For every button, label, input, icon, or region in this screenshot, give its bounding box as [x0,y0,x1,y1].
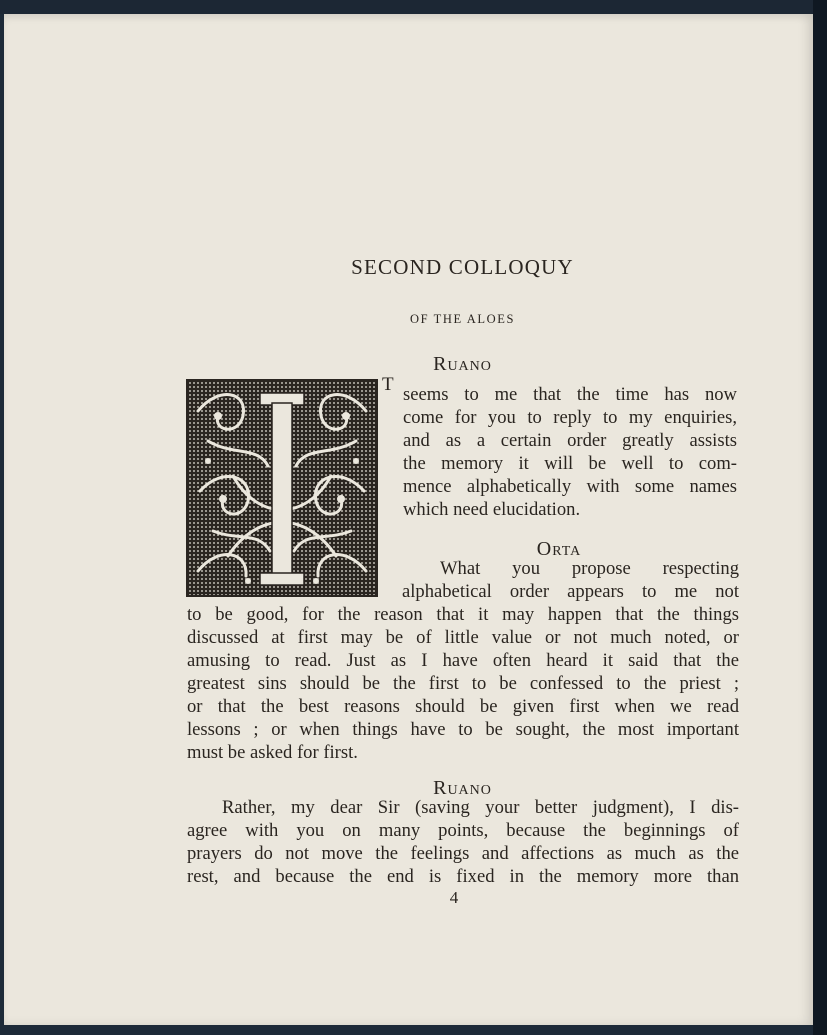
paragraph-1-line-3: and as a certain order greatly assists [403,430,737,451]
paragraph-1-line-2: come for you to reply to my enquiries, [403,407,737,428]
paragraph-2-line-2: alphabetical order appears to me not [402,581,739,602]
paragraph-2-line-3: to be good, for the reason that it may happen that the things [187,604,739,625]
paragraph-2-line-5: amusing to read. Just as I have often heard it said that the [187,650,739,671]
paragraph-2-line-7: or that the best reasons should be given first when we read [187,696,739,717]
ornamental-vine-icon [188,381,376,595]
paragraph-1-line-5: mence alphabetically with some names [403,476,737,497]
speaker-initial: R [433,777,448,799]
drop-cap-following-letter: T [382,374,394,395]
paragraph-1-line-6: which need elucidation. [403,499,581,520]
paragraph-3-line-1: Rather, my dear Sir (saving your better judgment), I dis- [222,797,739,818]
paragraph-1-line-1: seems to me that the time has now [403,384,737,405]
page-subtitle: OF THE ALOES [409,312,516,326]
paragraph-3-line-2: agree with you on many points, because the beginnings of [187,820,739,841]
paragraph-2-line-6: greatest sins should be the first to be confessed to the priest ; [187,673,739,694]
speaker-heading-ruano-1 [384,353,541,376]
paragraph-3-line-4: rest, and because the end is fixed in the memory more than [187,866,739,887]
speaker-initial: O [536,538,553,560]
speaker-name-rest: RTA [552,544,582,559]
paragraph-2-line-8: lessons ; or when things have to be sought, the most important [187,719,739,740]
page-title: SECOND COLLOQUY [351,255,574,279]
paragraph-3-line-3: prayers do not move the feelings and affections as much as the [187,843,739,864]
decorated-initial-i [186,379,378,597]
scan-background-top [0,0,827,14]
paragraph-2-line-9: must be asked for first. [187,742,358,763]
page-number: 4 [449,888,459,907]
speaker-initial: R [433,353,448,375]
speaker-name-rest: UANO [447,783,492,798]
paragraph-2-line-4: discussed at first may be of little value or not much noted, or [187,627,739,648]
speaker-name-rest: UANO [447,359,492,374]
paragraph-1-line-4: the memory it will be well to com- [403,453,737,474]
scan-background-right [813,0,827,1035]
book-page [4,14,813,1025]
paragraph-2-line-1: What you propose respecting [440,558,739,579]
